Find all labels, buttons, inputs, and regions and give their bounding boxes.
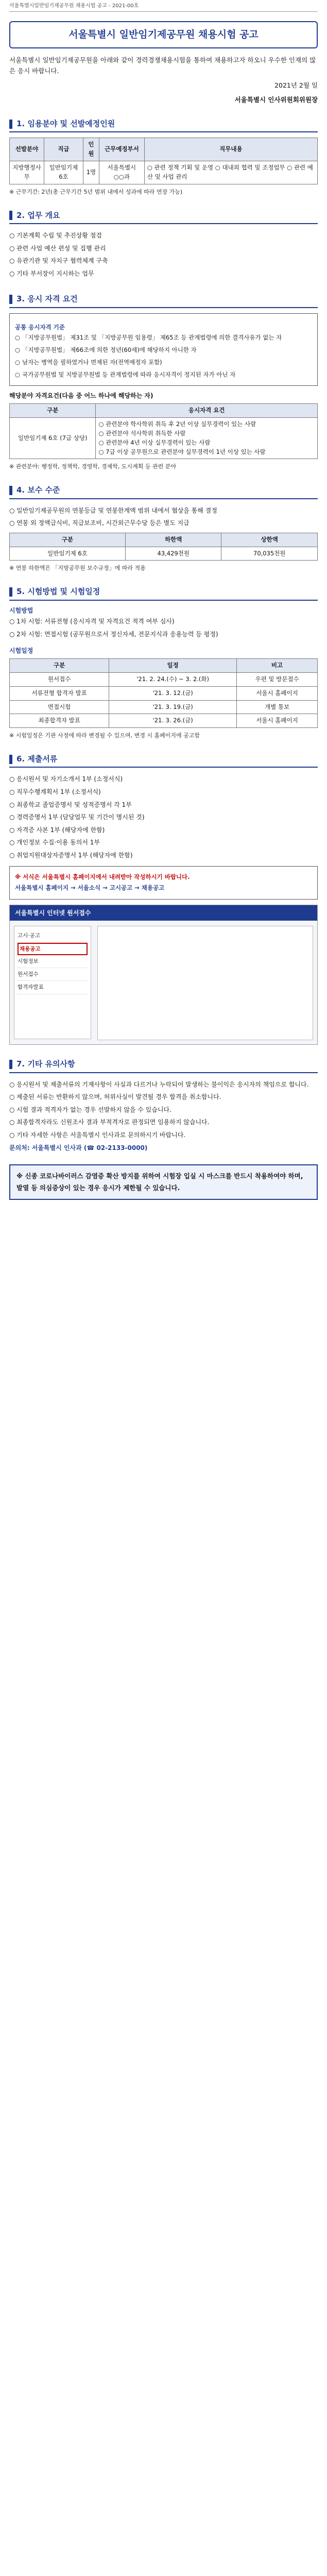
table-cell: 지방행정사무	[10, 161, 44, 184]
section-schedule	[9, 586, 318, 740]
section-heading	[9, 586, 318, 600]
table-cell: '21. 3. 12.(금)	[109, 686, 237, 700]
col-header: 하한액	[126, 533, 221, 547]
table-cell: 원서접수	[10, 672, 109, 686]
table-cell: 1명	[83, 161, 99, 184]
table-cell: 최종합격자 발표	[10, 714, 109, 728]
list-item: ○ 최종합격자라도 신원조사 결과 부적격자로 판정되면 임용하지 않습니다.	[9, 1116, 318, 1129]
screenshot-menu-item: 시험정보	[18, 955, 88, 968]
col-header: 직무내용	[144, 138, 317, 161]
section-salary	[9, 484, 318, 572]
issuing-org: 서울특별시 인사위원회위원장	[234, 95, 318, 104]
screenshot-menu-item: 합격자발표	[18, 981, 88, 994]
section-title: 1. 임용분야 및 선발예정인원	[16, 119, 115, 129]
list-item: ○ 응시원서 및 자기소개서 1부 (소정서식)	[9, 773, 318, 786]
requirements-table	[9, 403, 318, 459]
salary-table	[9, 533, 318, 561]
section-heading	[9, 484, 318, 499]
table-cell: 43,429천원	[126, 547, 221, 561]
section-notes	[9, 1058, 318, 1153]
table-cell: 우편 및 방문접수	[237, 672, 318, 686]
table-row	[10, 547, 318, 561]
subheading: 시험방법	[9, 606, 33, 614]
list-item: ○ 제출된 서류는 반환하지 않으며, 허위사실이 발견될 경우 합격을 취소합니다.	[9, 1091, 318, 1104]
list-item: ○ 일반임기제공무원의 연봉등급 및 연봉한계액 범위 내에서 협상을 통해 결정	[9, 504, 318, 517]
document-topline: 서울특별시일반임기제공무원 채용시험 공고 - 2021-00호	[9, 0, 318, 12]
screenshot-menu-item: 고시·공고	[18, 929, 88, 942]
section-heading	[9, 753, 318, 768]
col-header: 구분	[10, 404, 96, 418]
section-heading	[9, 293, 318, 308]
section-note: ※ 시험일정은 기관 사정에 따라 변경될 수 있으며, 변경 시 홈페이지에 공고함	[9, 732, 200, 739]
section-title: 4. 보수 수준	[16, 485, 60, 495]
col-header: 상한액	[221, 533, 318, 547]
table-row	[10, 714, 318, 728]
section-duties	[9, 210, 318, 280]
section-heading	[9, 1058, 318, 1073]
schedule-table	[9, 658, 318, 728]
subheading: 공통 응시자격 기준	[15, 323, 65, 331]
list-item: ○ 취업지원대상자증명서 1부 (해당자에 한함)	[9, 849, 318, 862]
list-item: ○ 직무수행계획서 1부 (소정서식)	[9, 786, 318, 799]
col-header: 직급	[44, 138, 83, 161]
list-item: ○ 연봉 외 정액급식비, 직급보조비, 시간외근무수당 등은 별도 지급	[9, 517, 318, 530]
list-item: ○ 최종학교 졸업증명서 및 성적증명서 각 1부	[9, 799, 318, 811]
section-documents	[9, 753, 318, 1045]
list-item: ○ 기본계획 수립 및 추진상황 점검	[9, 229, 318, 242]
table-row	[10, 161, 318, 184]
col-header: 근무예정부서	[99, 138, 144, 161]
list-item: ○ 경력증명서 1부 (담당업무 및 기간이 명시된 것)	[9, 811, 318, 824]
col-header: 구분	[10, 659, 109, 673]
section-title: 6. 제출서류	[16, 754, 58, 764]
list-item: ○ 기타 부서장이 지시하는 업무	[9, 267, 318, 280]
table-row	[10, 418, 318, 459]
table-cell: '21. 3. 26.(금)	[109, 714, 237, 728]
subheading: 시험일정	[9, 647, 33, 654]
table-cell: 일반임기제 6호	[10, 547, 126, 561]
section-title: 2. 업무 개요	[16, 210, 60, 220]
eligibility-box	[9, 313, 318, 386]
section-note: ※ 근무기간: 2년(총 근무기간 5년 범위 내에서 성과에 따라 연장 가능)	[9, 188, 183, 195]
table-cell: 서울시 홈페이지	[237, 714, 318, 728]
col-header: 구분	[10, 533, 126, 547]
table-cell: 일반임기제 6호 (7급 상당)	[10, 418, 96, 459]
list-item: ○ 「지방공무원법」 제31조 및 「지방공무원 임용령」 제65조 등 관계법령에 의한 결격사유가 없는 자	[15, 332, 312, 344]
list-item: ○ 1차 시험: 서류전형 (응시자격 및 자격요건 적격 여부 심사)	[9, 615, 318, 628]
list-item: ○ 2차 시험: 면접시험 (공무원으로서 정신자세, 전문지식과 응용능력 등 평정)	[9, 628, 318, 641]
col-header: 일정	[109, 659, 237, 673]
list-item: ○ 남자는 병역을 필하였거나 면제된 자(전역예정자 포함)	[15, 357, 312, 369]
table-cell: 서울시 홈페이지	[237, 686, 318, 700]
table-cell: '21. 2. 24.(수) ~ 3. 2.(화)	[109, 672, 237, 686]
screenshot-main	[97, 926, 313, 1040]
section-heading	[9, 118, 318, 132]
col-header: 비고	[237, 659, 318, 673]
covid-notice: ※ 신종 코로나바이러스 감염증 확산 방지를 위하여 시험장 입실 시 마스크를 반드시 착용하여야 하며, 발열 등 의심증상이 있는 경우 응시가 제한될 수 있습니다.	[9, 1164, 318, 1200]
contact-info: 문의처: 서울특별시 인사과 (☎ 02-2133-0000)	[9, 1144, 148, 1152]
table-cell: 서울특별시 ○○과	[99, 161, 144, 184]
table-cell: ○ 관련분야 학사학위 취득 후 2년 이상 실무경력이 있는 사람 ○ 관련분야 석사학위 취득한 사람 ○ 관련분야 4년 이상 실무경력이 있는 사람 ○ 7급 이상 공무원으로 관련분야 실무경력이 1년 이상 있는 사람	[96, 418, 318, 459]
intro-paragraph: 서울특별시 일반임기제공무원을 아래와 같이 경력경쟁채용시험을 통하여 채용하고자 하오니 우수한 인재의 많은 응시 바랍니다.	[9, 56, 316, 75]
screenshot-menu-item: 채용공고	[18, 943, 88, 955]
list-item: ○ 관련 사업 예산 편성 및 집행 관리	[9, 242, 318, 255]
screenshot-menu-item: 원서접수	[18, 968, 88, 981]
list-item: ○ 개인정보 수집·이용 동의서 1부	[9, 836, 318, 849]
section-heading	[9, 210, 318, 224]
table-cell: '21. 3. 19.(금)	[109, 700, 237, 714]
list-item: ○ 자격증 사본 1부 (해당자에 한함)	[9, 824, 318, 837]
list-item: ○ 기타 자세한 사항은 서울특별시 인사과로 문의하시기 바랍니다.	[9, 1129, 318, 1142]
notice-date: 2021년 2월 일	[274, 81, 318, 90]
list-item: ○ 응시원서 및 제출서류의 기재사항이 사실과 다르거나 누락되어 발생하는 불이익은 응시자의 책임으로 합니다.	[9, 1078, 318, 1091]
table-cell: 서류전형 합격자 발표	[10, 686, 109, 700]
screenshot-sidebar	[14, 926, 91, 1039]
section-positions	[9, 118, 318, 196]
table-row	[10, 672, 318, 686]
col-header: 인원	[83, 138, 99, 161]
download-path: 서울특별시 홈페이지 → 서울소식 → 고시공고 → 채용공고	[15, 884, 165, 892]
section-title: 7. 기타 유의사항	[16, 1059, 75, 1069]
section-eligibility	[9, 293, 318, 471]
table-cell: 70,035천원	[221, 547, 318, 561]
list-item: ○ 국가공무원법 및 지방공무원법 등 관계법령에 따라 응시자격이 정지된 자가 아닌 자	[15, 369, 312, 381]
col-header: 선발분야	[10, 138, 44, 161]
website-screenshot	[9, 905, 318, 1045]
positions-table	[9, 138, 318, 184]
screenshot-nav: 서울특별시 인터넷 원서접수	[10, 905, 317, 921]
table-row	[10, 686, 318, 700]
document-title: 서울특별시 일반임기제공무원 채용시험 공고	[9, 21, 318, 48]
notice-text: ※ 서식은 서울특별시 홈페이지에서 내려받아 작성하시기 바랍니다.	[15, 873, 190, 880]
list-item: ○ 시험 결과 적격자가 없는 경우 선발하지 않을 수 있습니다.	[9, 1104, 318, 1116]
table-cell: ○ 관련 정책 기획 및 운영 ○ 대내외 협력 및 조정업무 ○ 관련 예산 및 사업 관리	[144, 161, 317, 184]
section-note: ※ 연봉 하한액은 「지방공무원 보수규정」에 따라 적용	[9, 565, 146, 572]
col-header: 응시자격 요건	[96, 404, 318, 418]
subheading: 해당분야 자격요건(다음 중 어느 하나에 해당하는 자)	[9, 392, 153, 399]
documents-notice-box	[9, 866, 318, 900]
section-title: 3. 응시 자격 요건	[16, 294, 78, 304]
list-item: ○ 「지방공무원법」 제66조에 의한 정년(60세)에 해당하지 아니한 자	[15, 344, 312, 357]
table-row	[10, 700, 318, 714]
table-cell: 개별 통보	[237, 700, 318, 714]
table-cell: 일반임기제 6호	[44, 161, 83, 184]
list-item: ○ 유관기관 및 자치구 협력체계 구축	[9, 255, 318, 267]
section-note: ※ 관련분야: 행정학, 정책학, 경영학, 경제학, 도시계획 등 관련 분야	[9, 463, 177, 470]
duties-list	[9, 229, 318, 280]
table-cell: 면접시험	[10, 700, 109, 714]
section-title: 5. 시험방법 및 시험일정	[16, 587, 100, 597]
